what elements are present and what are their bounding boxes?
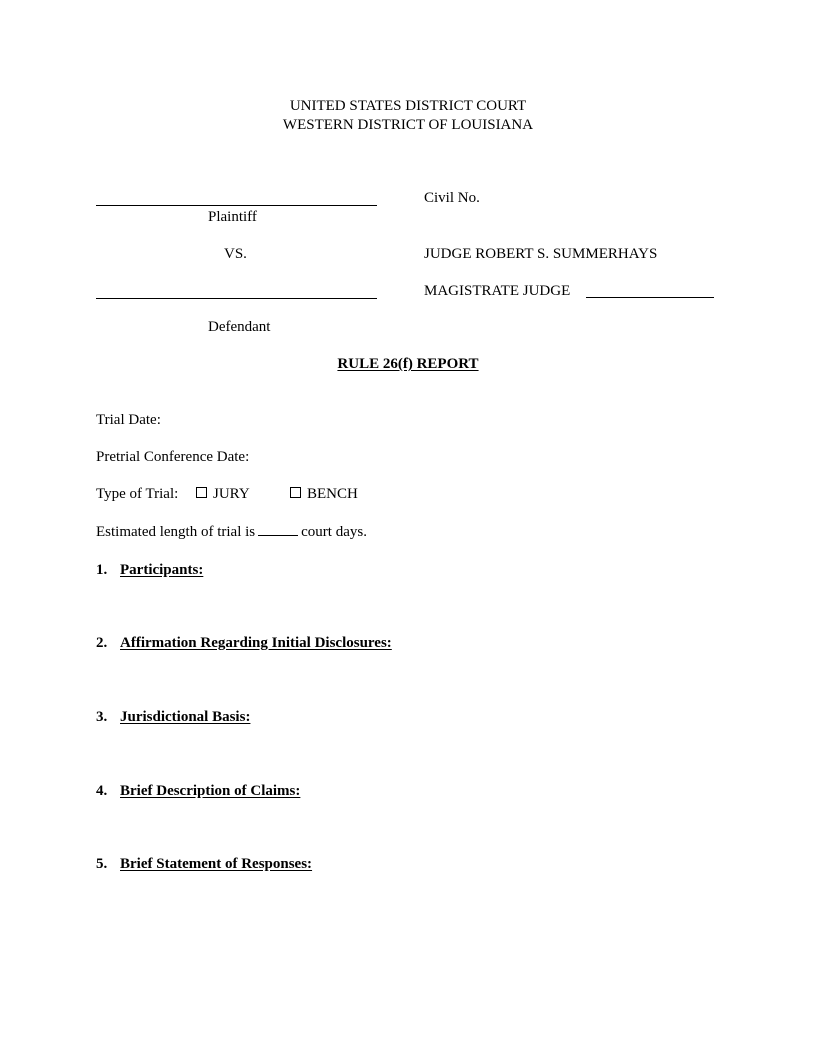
section-number: 3. <box>96 709 108 725</box>
civil-number-label: Civil No. <box>424 190 480 206</box>
section-number: 1. <box>96 562 108 578</box>
section-title: Affirmation Regarding Initial Disclosures: <box>120 635 392 651</box>
section-number: 2. <box>96 635 108 651</box>
bench-label: BENCH <box>307 486 358 502</box>
trial-length-row <box>96 523 367 541</box>
trial-type-row <box>96 485 178 503</box>
section-participants <box>96 561 203 579</box>
judge-name: JUDGE ROBERT S. SUMMERHAYS <box>424 246 658 262</box>
jury-checkbox[interactable] <box>196 487 207 498</box>
court-name: UNITED STATES DISTRICT COURT <box>289 98 527 114</box>
section-title: Jurisdictional Basis: <box>120 709 251 725</box>
section-description-of-claims <box>96 782 300 800</box>
versus-label: VS. <box>224 246 247 262</box>
defendant-label: Defendant <box>208 319 271 335</box>
trial-length-prefix: Estimated length of trial is <box>96 524 256 540</box>
section-number: 5. <box>96 856 108 872</box>
pretrial-conference-date-label: Pretrial Conference Date: <box>96 449 250 465</box>
section-title: Brief Description of Claims: <box>120 783 301 799</box>
section-title: Participants: <box>120 562 204 578</box>
plaintiff-blank-line[interactable] <box>96 205 377 206</box>
section-number: 4. <box>96 783 108 799</box>
defendant-blank-line[interactable] <box>96 298 377 299</box>
trial-date-label: Trial Date: <box>96 412 161 428</box>
bench-checkbox[interactable] <box>290 487 301 498</box>
section-title: Brief Statement of Responses: <box>120 856 313 872</box>
jury-option[interactable] <box>196 485 250 503</box>
jury-label: JURY <box>213 486 250 502</box>
plaintiff-label: Plaintiff <box>208 209 257 225</box>
section-statement-of-responses <box>96 855 312 873</box>
magistrate-judge-label: MAGISTRATE JUDGE <box>424 283 571 299</box>
trial-type-label: Type of Trial: <box>96 486 179 502</box>
magistrate-judge-blank-line[interactable] <box>586 297 714 298</box>
report-title: RULE 26(f) REPORT <box>337 356 479 372</box>
bench-option[interactable] <box>290 485 358 503</box>
section-initial-disclosures <box>96 634 392 652</box>
section-jurisdictional-basis <box>96 708 250 726</box>
trial-length-blank[interactable] <box>258 523 298 536</box>
trial-length-suffix: court days. <box>301 524 367 540</box>
district-name: WESTERN DISTRICT OF LOUISIANA <box>282 117 534 133</box>
